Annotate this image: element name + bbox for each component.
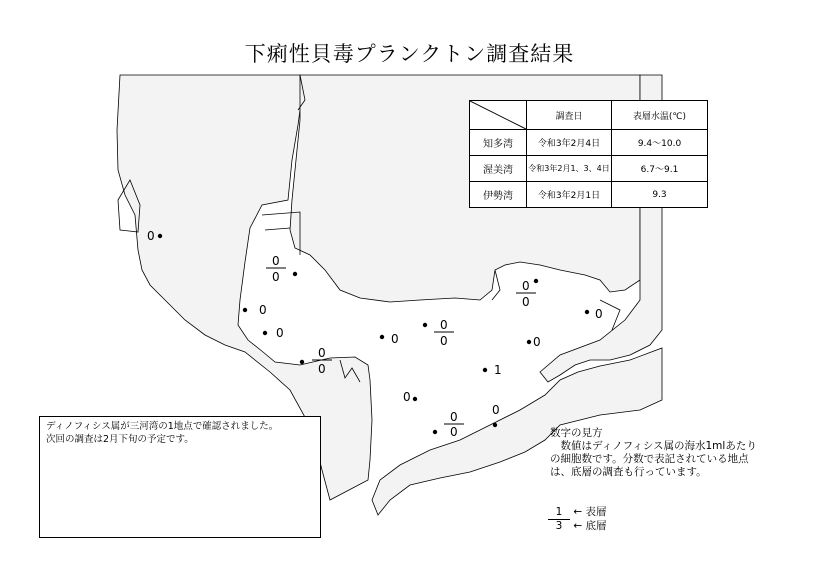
station-dot — [158, 234, 162, 238]
station-dot — [483, 368, 487, 372]
station-bottom-value: 0 — [440, 334, 448, 348]
station-surface-value: 0 — [533, 335, 541, 349]
table-header-date: 調査日 — [527, 101, 612, 130]
station-dot — [263, 331, 267, 335]
legend-key — [548, 506, 607, 533]
table-cell-temp: 9.3 — [612, 182, 708, 208]
station-dot — [493, 423, 497, 427]
station-bottom-value: 0 — [272, 270, 280, 284]
table-cell-bay: 伊勢湾 — [470, 182, 527, 208]
table-header-temp: 表層水温(℃) — [612, 101, 708, 130]
table-corner-cell — [470, 101, 527, 130]
table-cell-bay: 渥美湾 — [470, 156, 527, 182]
table-cell-date: 令和3年2月1日 — [527, 182, 612, 208]
station-dot — [380, 335, 384, 339]
station-dot — [527, 340, 531, 344]
station-surface-value: 0 — [595, 307, 603, 321]
station-surface-value: 0 — [403, 390, 411, 404]
station-dot — [243, 308, 247, 312]
legend-explanation — [550, 427, 760, 479]
legend-surface-number: 1 — [548, 506, 570, 520]
station-surface-value: 0 — [318, 346, 326, 360]
station-surface-value: 0 — [147, 229, 155, 243]
legend-title: 数字の見方 — [550, 427, 603, 439]
legend-body: 数値はディノフィシス属の海水1mlあたりの細胞数です。分数で表記されている地点は、底層の調査も行っています。 — [550, 440, 757, 478]
survey-table — [469, 100, 708, 208]
page-title: 下痢性貝毒プランクトン調査結果 — [244, 42, 575, 66]
station-bottom-value: 0 — [318, 362, 326, 376]
station-surface-value: 0 — [272, 254, 280, 268]
station-dot — [585, 310, 589, 314]
station-surface-value: 1 — [494, 363, 502, 377]
table-header-row — [470, 101, 708, 130]
table-cell-bay: 知多湾 — [470, 130, 527, 156]
table-row — [470, 130, 708, 156]
legend-arrow: ← — [573, 520, 583, 532]
legend-arrow: ← — [573, 506, 583, 518]
station-dot — [534, 279, 538, 283]
legend-bottom-number: 3 — [555, 520, 563, 532]
station-dot — [413, 397, 417, 401]
note-line-2: 次回の調査は2月下旬の予定です。 — [46, 434, 194, 445]
table-row — [470, 182, 708, 208]
station-surface-value: 0 — [259, 303, 267, 317]
station-dot — [433, 430, 437, 434]
legend-key-surface — [548, 506, 607, 520]
station-surface-value: 0 — [450, 410, 458, 424]
station-surface-value: 0 — [522, 279, 530, 293]
station-surface-value: 0 — [276, 326, 284, 340]
station-surface-value: 0 — [440, 318, 448, 332]
note-box — [39, 416, 321, 538]
table-row — [470, 156, 708, 182]
diagonal-line — [470, 101, 526, 129]
table-cell-date: 令和3年2月4日 — [527, 130, 612, 156]
station-surface-value: 0 — [391, 332, 399, 346]
station-surface-value: 0 — [492, 403, 500, 417]
legend-key-bottom — [548, 520, 607, 533]
station-dot — [293, 272, 297, 276]
table-cell-temp: 6.7～9.1 — [612, 156, 708, 182]
table-cell-date: 令和3年2月1、3、4日 — [527, 156, 612, 182]
legend-bottom-label: 底層 — [585, 520, 607, 532]
station-dot — [300, 360, 304, 364]
station-bottom-value: 0 — [450, 425, 458, 439]
legend-surface-label: 表層 — [585, 506, 607, 518]
note-line-1: ディノフィシス属が三河湾の1地点で確認されました。 — [46, 421, 279, 432]
station-bottom-value: 0 — [522, 295, 530, 309]
station-dot — [423, 323, 427, 327]
table-cell-temp: 9.4～10.0 — [612, 130, 708, 156]
